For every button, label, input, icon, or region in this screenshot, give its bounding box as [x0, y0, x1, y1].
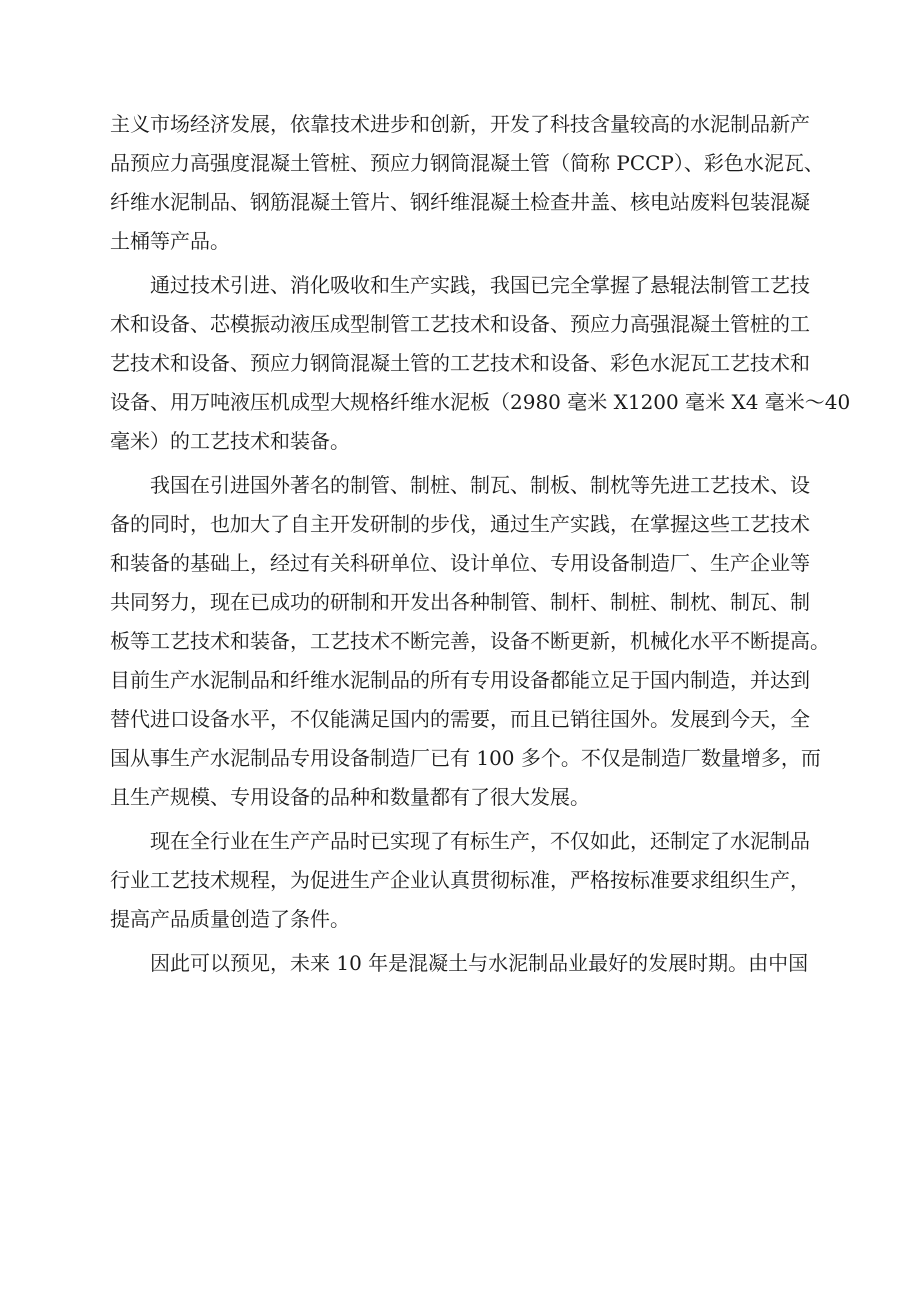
text-line: 替代进口设备水平，不仅能满足国内的需要，而且已销往国外。发展到今天，全 — [110, 707, 810, 731]
text-line: 行业工艺技术规程，为促进生产企业认真贯彻标准，严格按标准要求组织生产， — [110, 868, 810, 892]
text-line: 品预应力高强度混凝土管桩、预应力钢筒混凝土管（简称 PCCP）、彩色水泥瓦、 — [110, 151, 824, 175]
text-line: 和装备的基础上，经过有关科研单位、设计单位、专用设备制造厂、生产企业等 — [110, 551, 810, 575]
text-line: 提高产品质量创造了条件。 — [110, 907, 350, 931]
text-line: 主义市场经济发展，依靠技术进步和创新，开发了科技含量较高的水泥制品新产 — [110, 112, 810, 136]
text-line: 我国在引进国外著名的制管、制桩、制瓦、制板、制枕等先进工艺技术、设 — [150, 473, 810, 497]
text-line: 设备、用万吨液压机成型大规格纤维水泥板（2980 毫米 X1200 毫米 X4 毫米～40 — [110, 390, 851, 414]
text-line: 土桶等产品。 — [110, 229, 230, 253]
text-line: 艺技术和设备、预应力钢筒混凝土管的工艺技术和设备、彩色水泥瓦工艺技术和 — [110, 351, 810, 375]
text-line: 毫米）的工艺技术和装备。 — [110, 429, 350, 453]
text-line: 目前生产水泥制品和纤维水泥制品的所有专用设备都能立足于国内制造，并达到 — [110, 668, 810, 692]
text-line: 共同努力，现在已成功的研制和开发出各种制管、制杆、制桩、制枕、制瓦、制 — [110, 590, 810, 614]
text-line: 备的同时，也加大了自主开发研制的步伐，通过生产实践，在掌握这些工艺技术 — [110, 512, 810, 536]
text-line: 国从事生产水泥制品专用设备制造厂已有 100 多个。不仅是制造厂数量增多，而 — [110, 746, 821, 770]
text-line: 现在全行业在生产产品时已实现了有标生产，不仅如此，还制定了水泥制品 — [150, 829, 810, 853]
text-line: 板等工艺技术和装备，工艺技术不断完善，设备不断更新，机械化水平不断提高。 — [110, 629, 830, 653]
text-line: 通过技术引进、消化吸收和生产实践，我国已完全掌握了悬辊法制管工艺技 — [150, 273, 810, 297]
text-line: 纤维水泥制品、钢筋混凝土管片、钢纤维混凝土检查井盖、核电站废料包装混凝 — [110, 190, 810, 214]
text-line: 且生产规模、专用设备的品种和数量都有了很大发展。 — [110, 785, 590, 809]
text-line: 术和设备、芯模振动液压成型制管工艺技术和设备、预应力高强混凝土管桩的工 — [110, 312, 810, 336]
text-line: 因此可以预见，未来 10 年是混凝土与水泥制品业最好的发展时期。由中国 — [150, 951, 809, 975]
